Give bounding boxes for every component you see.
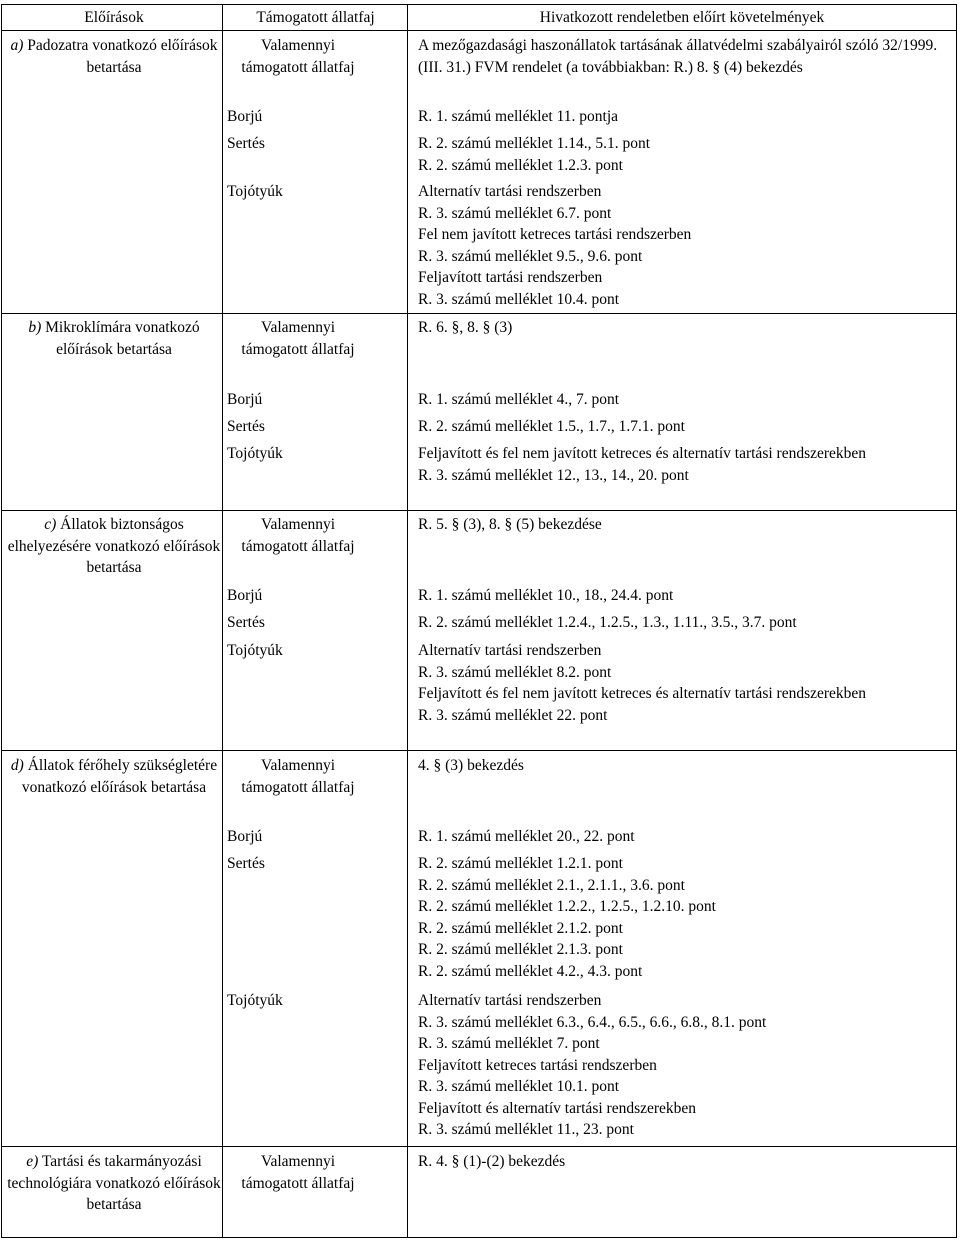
section-c-title: c) Állatok biztonságos elhelyezésére vonatkozó előírások betartása [7,516,221,576]
header-col-requirements: Hivatkozott rendeletben előírt követelmények [539,9,825,26]
section-b-all-species: Valamennyi támogatott állatfaj [241,319,355,358]
section-b-tojo-req: Feljavított és fel nem javított ketreces és alternatív tartási rendszerekben R. 3. számú melléklet 12., 13., 14., 20. pont [418,445,867,484]
section-a-borju-req: R. 1. számú melléklet 11. pontja [418,108,619,125]
section-d-tojo: Tojótyúk [227,992,283,1009]
section-c-sertes: Sertés [227,614,265,631]
section-a-borju: Borjú [227,108,263,125]
column-divider-1 [222,4,223,1238]
section-b-borju-req: R. 1. számú melléklet 4., 7. pont [418,391,620,408]
section-a-tojo: Tojótyúk [227,183,283,200]
header-col-rules: Előírások [84,9,144,26]
section-a-sertes-req: R. 2. számú melléklet 1.14., 5.1. pont R. 2. számú melléklet 1.2.3. pont [418,135,651,174]
section-d-tojo-req: Alternatív tartási rendszerben R. 3. számú melléklet 6.3., 6.4., 6.5., 6.6., 6.8., 8.1. pont R. 3. számú melléklet 7. pont Feljavított ketreces tartási rendszerben R. 3. számú melléklet 10.1. pont Feljavított és alternatív tartási rendszerekben R. 3. számú melléklet 11., 23. pont [418,992,767,1138]
section-a-tojo-req: Alternatív tartási rendszerben R. 3. számú melléklet 6.7. pont Fel nem javított ketreces tartási rendszerben R. 3. számú melléklet 9.5., 9.6. pont Feljavított tartási rendszerben R. 3. számú melléklet 10.4. pont [418,183,692,308]
section-d-sertes: Sertés [227,855,265,872]
section-c-sertes-req: R. 2. számú melléklet 1.2.4., 1.2.5., 1.3., 1.11., 3.5., 3.7. pont [418,614,797,631]
section-b-sertes: Sertés [227,418,265,435]
header-divider [1,30,957,31]
section-c-tojo: Tojótyúk [227,642,283,659]
section-divider-bc [1,510,957,511]
section-b-title: b) Mikroklímára vonatkozó előírások betartása [28,319,200,358]
section-c-all-req: R. 5. § (3), 8. § (5) bekezdése [418,516,602,533]
section-d-all-species: Valamennyi támogatott állatfaj [241,757,355,796]
section-divider-cd [1,750,957,751]
header-col-species: Támogatott állatfaj [256,9,375,26]
section-divider-ab [1,313,957,314]
section-d-borju-req: R. 1. számú melléklet 20., 22. pont [418,828,635,845]
section-a-all-species: Valamennyi támogatott állatfaj [241,37,355,76]
section-a-sertes: Sertés [227,135,265,152]
section-a-title: a) Padozatra vonatkozó előírások betartása [10,37,218,76]
section-d-borju: Borjú [227,828,263,845]
section-c-borju: Borjú [227,587,263,604]
section-e-all-req: R. 4. § (1)-(2) bekezdés [418,1153,566,1170]
section-d-sertes-req: R. 2. számú melléklet 1.2.1. pont R. 2. számú melléklet 2.1., 2.1.1., 3.6. pont R. 2. számú melléklet 1.2.2., 1.2.5., 1.2.10. pont R. 2. számú melléklet 2.1.2. pont R. 2. számú melléklet 2.1.3. pont R. 2. számú melléklet 4.2., 4.3. pont [418,855,716,980]
section-c-borju-req: R. 1. számú melléklet 10., 18., 24.4. pont [418,587,674,604]
section-b-sertes-req: R. 2. számú melléklet 1.5., 1.7., 1.7.1. pont [418,418,685,435]
section-d-title: d) Állatok férőhely szükségletére vonatkozó előírások betartása [10,757,218,796]
section-divider-de [1,1146,957,1147]
section-a-all-req: A mezőgazdasági haszonállatok tartásának állatvédelmi szabályairól szóló 32/1999. (III. 31.) FVM rendelet (a továbbiakban: R.) 8. § (4) bekezdés [418,37,938,76]
section-b-borju: Borjú [227,391,263,408]
section-e-all-species: Valamennyi támogatott állatfaj [241,1153,355,1192]
section-d-all-req: 4. § (3) bekezdés [418,757,524,774]
section-c-tojo-req: Alternatív tartási rendszerben R. 3. számú melléklet 8.2. pont Feljavított és fel nem javított ketreces és alternatív tartási rendszerekben R. 3. számú melléklet 22. pont [418,642,867,724]
section-b-tojo: Tojótyúk [227,445,283,462]
section-c-all-species: Valamennyi támogatott állatfaj [241,516,355,555]
column-divider-2 [407,4,408,1238]
section-b-all-req: R. 6. §, 8. § (3) [418,319,513,336]
section-e-title: e) Tartási és takarmányozási technológiára vonatkozó előírások betartása [7,1153,221,1213]
